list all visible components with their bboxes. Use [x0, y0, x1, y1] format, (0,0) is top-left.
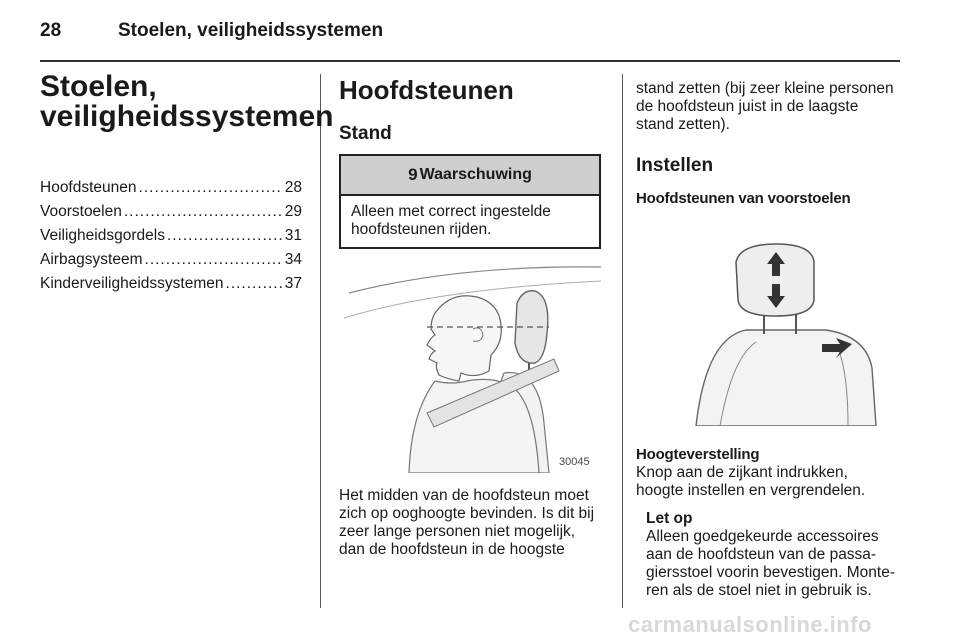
figure-number: 30045 — [559, 456, 590, 468]
subsection-title: Instellen — [636, 155, 714, 176]
warning-text — [341, 196, 599, 247]
watermark: carmanualsonline.info — [628, 612, 872, 637]
toc-entry-page: 28 — [284, 179, 302, 196]
toc-entry[interactable] — [40, 248, 302, 272]
running-title: Stoelen, veiligheidssystemen — [118, 20, 384, 41]
toc-entry-label: Voorstoelen — [40, 203, 122, 220]
toc-entry[interactable] — [40, 224, 302, 248]
note-title: Let op — [646, 510, 693, 527]
toc-leader-dots — [124, 200, 283, 224]
warning-header — [341, 156, 599, 196]
warning-text-line: Alleen met correct ingestelde — [351, 203, 551, 220]
paragraph-line: hoogte instellen en vergrendelen. — [636, 482, 866, 499]
paragraph-line: dan de hoofdsteun in de hoogste — [339, 541, 565, 558]
toc-entry[interactable] — [40, 176, 302, 200]
toc-entry-label: Veiligheidsgordels — [40, 227, 165, 244]
toc-leader-dots — [167, 224, 283, 248]
paragraph — [636, 464, 904, 500]
paragraph-line: Knop aan de zijkant indrukken, — [636, 464, 848, 481]
toc-entry[interactable] — [40, 200, 302, 224]
toc-leader-dots — [145, 248, 283, 272]
paragraph — [636, 80, 904, 134]
note-line: ren als de stoel niet in gebruik is. — [646, 582, 872, 599]
driver-headrest-illustration — [339, 263, 601, 473]
note-line: giersstoel voorin bevestigen. Monte- — [646, 564, 895, 581]
page-header — [40, 14, 900, 50]
toc-entry-label: Hoofdsteunen — [40, 179, 137, 196]
warning-icon: 9 — [408, 165, 418, 184]
chapter-column — [40, 70, 334, 296]
height-adjust-title: Hoogteverstelling — [636, 446, 760, 463]
section-subtitle: Stand — [339, 123, 392, 144]
section-title: Hoofdsteunen — [339, 75, 514, 105]
paragraph-line: stand zetten). — [636, 116, 730, 133]
column-divider — [320, 74, 321, 608]
paragraph-line: stand zetten (bij zeer kleine personen — [636, 80, 894, 97]
paragraph-line: zeer lange personen niet mogelijk, — [339, 523, 576, 540]
chapter-title — [40, 70, 334, 133]
toc-leader-dots — [226, 272, 283, 296]
note-text — [646, 528, 904, 600]
toc-entry-page: 34 — [284, 251, 302, 268]
headrest-adjustment-illustration — [636, 218, 902, 426]
header-rule — [40, 60, 900, 62]
adjust-section — [636, 80, 904, 600]
toc-entry[interactable] — [40, 272, 302, 296]
note-box — [646, 510, 904, 600]
chapter-title-line: Stoelen, — [40, 70, 157, 103]
warning-box — [339, 154, 601, 249]
column-divider — [622, 74, 623, 608]
table-of-contents — [40, 176, 302, 296]
toc-leader-dots — [139, 176, 283, 200]
toc-entry-label: Airbagsysteem — [40, 251, 143, 268]
paragraph-line: Het midden van de hoofdsteun moet — [339, 487, 589, 504]
subsection-subtitle: Hoofdsteunen van voorstoelen — [636, 190, 851, 207]
warning-title: Waarschuwing — [419, 166, 532, 183]
headrest-section — [339, 72, 601, 559]
paragraph-line: de hoofdsteun juist in de laagste — [636, 98, 859, 115]
toc-entry-page: 29 — [284, 203, 302, 220]
toc-entry-label: Kinderveiligheidssystemen — [40, 275, 224, 292]
toc-entry-page: 31 — [284, 227, 302, 244]
toc-entry-page: 37 — [284, 275, 302, 292]
page-number: 28 — [40, 20, 62, 41]
chapter-title-line: veiligheidssystemen — [40, 100, 334, 133]
note-line: aan de hoofdsteun van de passa- — [646, 546, 877, 563]
paragraph — [339, 487, 601, 559]
note-line: Alleen goedgekeurde accessoires — [646, 528, 879, 545]
paragraph-line: zich op ooghoogte bevinden. Is dit bij — [339, 505, 595, 522]
warning-text-line: hoofdsteunen rijden. — [351, 221, 492, 238]
